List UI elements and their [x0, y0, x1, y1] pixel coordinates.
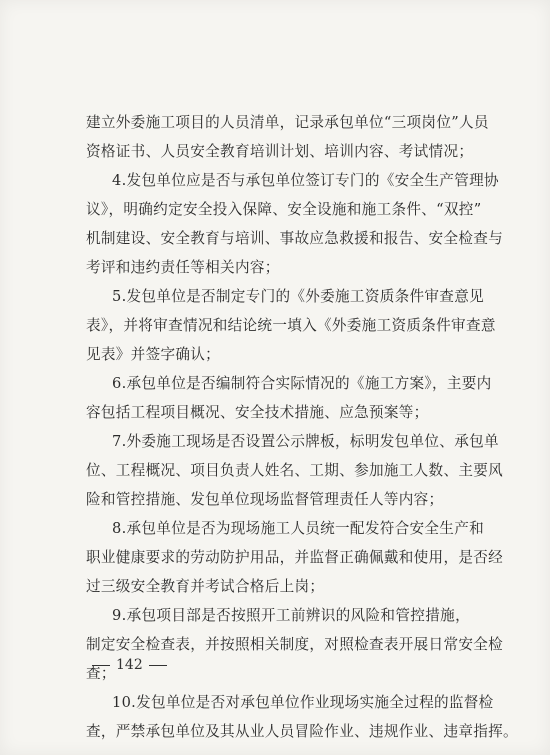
text-line: 4.发包单位应是否与承包单位签订专门的《安全生产管理协: [112, 172, 499, 189]
body-text: [86, 108, 518, 746]
text-line: 5.发包单位是否制定专门的《外委施工资质条件审查意见: [112, 288, 484, 305]
page-number-text: 142: [116, 657, 143, 673]
page-number: [86, 655, 173, 675]
text-line: 险和管控措施、发包单位现场监督管理责任人等内容；: [86, 491, 444, 508]
text-line: 制定安全检查表，并按照相关制度，对照检查表开展日常安全检: [86, 636, 504, 653]
text-line: 位、工程概况、项目负责人姓名、工期、参加施工人数、主要风: [86, 462, 504, 479]
text-line: 容包括工程项目概况、安全技术措施、应急预案等；: [86, 404, 429, 421]
text-line: 过三级安全教育并考试合格后上岗；: [86, 578, 325, 595]
text-line: 6.承包单位是否编制符合实际情况的《施工方案》，主要内: [112, 375, 492, 392]
dash-right: [149, 665, 167, 666]
text-line: 考评和违约责任等相关内容；: [86, 259, 280, 276]
dash-left: [92, 665, 110, 666]
text-line: 查；: [86, 665, 116, 682]
text-line: 职业健康要求的劳动防护用品，并监督正确佩戴和使用，是否经: [86, 549, 504, 566]
text-line: 10.发包单位是否对承包单位作业现场实施全过程的监督检: [112, 694, 494, 711]
text-line: 9.承包项目部是否按照开工前辨识的风险和管控措施，: [112, 607, 470, 624]
text-line: 查，严禁承包单位及其从业人员冒险作业、违规作业、违章指挥。: [86, 723, 518, 740]
text-line: 议》，明确约定安全投入保障、安全设施和施工条件、“双控”: [86, 201, 482, 218]
text-line: 机制建设、安全教育与培训、事故应急救援和报告、安全检查与: [86, 230, 504, 247]
text-line: 资格证书、人员安全教育培训计划、培训内容、考试情况；: [86, 143, 474, 160]
text-line: 表》，并将审查情况和结论统一填入《外委施工资质条件审查意: [86, 317, 496, 334]
text-line: 8.承包单位是否为现场施工人员统一配发符合安全生产和: [112, 520, 484, 537]
text-line: 7.外委施工现场是否设置公示牌板，标明发包单位、承包单: [112, 433, 499, 450]
text-line: 建立外委施工项目的人员清单，记录承包单位“三项岗位”人员: [86, 114, 489, 131]
text-line: 见表》并签字确认；: [86, 346, 221, 363]
